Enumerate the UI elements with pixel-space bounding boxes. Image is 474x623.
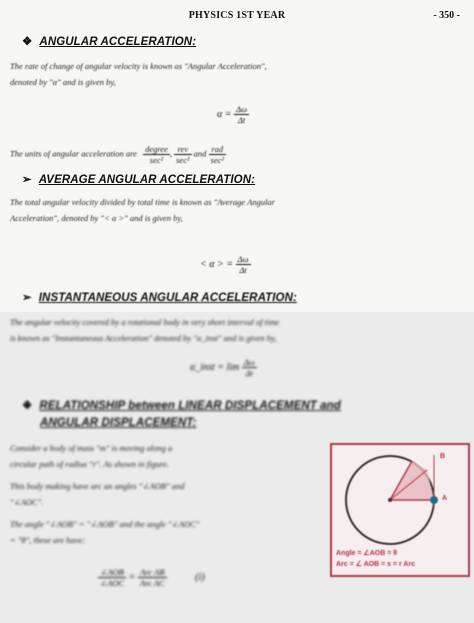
text-line: is known as "Instantaneous Acceleration" denoted by "α_inst" and is given by, bbox=[10, 333, 277, 343]
numerator: rev bbox=[174, 144, 191, 155]
paragraph-angular-acceleration bbox=[10, 58, 465, 90]
heading-text: AVERAGE ANGULAR ACCELERATION: bbox=[38, 174, 256, 186]
bullet-icon: ❖ bbox=[22, 36, 33, 48]
denominator: Δt bbox=[239, 265, 247, 275]
numerator: Δω bbox=[243, 357, 255, 367]
equation-number: (i) bbox=[195, 571, 205, 583]
text-line: "∠AOC". bbox=[10, 497, 44, 507]
formula-lhs: α_inst = bbox=[190, 361, 224, 373]
body-dot bbox=[430, 496, 438, 504]
text-line: circular path of radius "r". As shown in figure. bbox=[10, 459, 169, 469]
text-line: = "θ", these are have: bbox=[10, 535, 86, 545]
formula-lhs: α = bbox=[217, 108, 232, 120]
text-line: The angular velocity covered by a rotational body in very short interval of time bbox=[10, 317, 280, 327]
fraction bbox=[234, 104, 249, 125]
numerator: degree bbox=[145, 144, 168, 154]
header-title: PHYSICS 1ST YEAR bbox=[188, 10, 286, 21]
denominator: sec² bbox=[149, 155, 164, 165]
heading-linear-angular-relationship bbox=[22, 398, 341, 432]
label-a: A bbox=[442, 495, 448, 502]
formula-angular-acceleration bbox=[217, 104, 249, 125]
text-line: denoted by "α" and is given by, bbox=[10, 77, 116, 87]
text-line: The rate of change of angular velocity is known as "Angular Acceleration", bbox=[10, 61, 267, 71]
numerator: ∠AOB bbox=[98, 567, 126, 578]
figure-caption-1: Angle = ∠AOB = θ bbox=[336, 550, 398, 557]
paragraph-instantaneous-angular-acceleration bbox=[10, 314, 465, 346]
unit-fraction bbox=[174, 144, 191, 165]
numerator: rad bbox=[209, 144, 226, 155]
arrow-bullet-icon: ➢ bbox=[22, 174, 32, 186]
denominator: Δt bbox=[245, 368, 253, 378]
equals-sign: = bbox=[128, 571, 136, 583]
denominator: sec² bbox=[210, 155, 224, 165]
label-b: B bbox=[440, 453, 446, 460]
numerator: Arc AB bbox=[138, 567, 167, 578]
units-text: The units of angular acceleration are bbox=[10, 148, 137, 159]
circle-figure bbox=[330, 443, 470, 577]
bullet-icon: ❖ bbox=[22, 400, 33, 412]
units-line: The units of angular acceleration are $\frac{\text{degree}}{\text{sec²}}$ , $\frac{\text{rev}}{\text{sec²}}$ and $\frac{\text{rad}}{\text{sec²}}$ bbox=[10, 144, 224, 165]
formula-lhs: < α > = bbox=[200, 258, 233, 270]
formula-lim: lim bbox=[226, 361, 240, 373]
arrow-bullet-icon: ➢ bbox=[22, 292, 32, 304]
numerator: Δω bbox=[236, 104, 247, 114]
denominator: Δt bbox=[237, 115, 246, 125]
denominator: sec² bbox=[176, 155, 190, 165]
text-line: This body making have arc an angles "∠AOB" and bbox=[10, 481, 185, 491]
heading-text-line2: ANGULAR DISPLACEMENT: bbox=[40, 417, 197, 429]
center-dot bbox=[388, 498, 392, 502]
paragraph-average-angular-acceleration bbox=[10, 194, 465, 226]
text-line: Acceleration", denoted by "< α >" and is given by, bbox=[10, 213, 183, 223]
figure-caption-2: Arc = ∠ AOB = s = r Arc bbox=[336, 561, 416, 568]
heading-angular-acceleration bbox=[22, 34, 196, 48]
numerator: Δω bbox=[237, 254, 249, 264]
unit-fraction bbox=[143, 144, 170, 165]
denominator: Arc AC bbox=[139, 578, 165, 588]
formula-arc-ratio bbox=[98, 567, 205, 588]
unit-fraction bbox=[209, 144, 226, 165]
heading-text: ANGULAR ACCELERATION: bbox=[39, 36, 197, 48]
text-line: Consider a body of mass "m" is moving along a bbox=[10, 443, 173, 453]
fraction bbox=[98, 567, 126, 588]
heading-average-angular-acceleration bbox=[22, 172, 255, 186]
heading-instantaneous-angular-acceleration bbox=[22, 290, 297, 304]
fraction bbox=[138, 567, 167, 588]
heading-text: RELATIONSHIP between LINEAR DISPLACEMENT and bbox=[39, 400, 341, 412]
fraction bbox=[236, 254, 251, 275]
formula-instantaneous-angular-acceleration bbox=[190, 357, 257, 378]
fraction bbox=[242, 357, 257, 378]
paragraph-relationship bbox=[10, 440, 310, 548]
text-line: The angle "∠AOB" = "∠AOB" and the angle "∠AOC" bbox=[10, 519, 200, 529]
text-line: The total angular velocity divided by total time is known as "Average Angular bbox=[10, 197, 275, 207]
formula-average-angular-acceleration bbox=[200, 254, 251, 275]
units-and: and bbox=[193, 148, 207, 159]
page-number: - 350 - bbox=[433, 10, 460, 21]
denominator: ∠AOC bbox=[100, 578, 125, 588]
heading-text: INSTANTANEOUS ANGULAR ACCELERATION: bbox=[38, 292, 297, 304]
page-header bbox=[0, 10, 474, 26]
